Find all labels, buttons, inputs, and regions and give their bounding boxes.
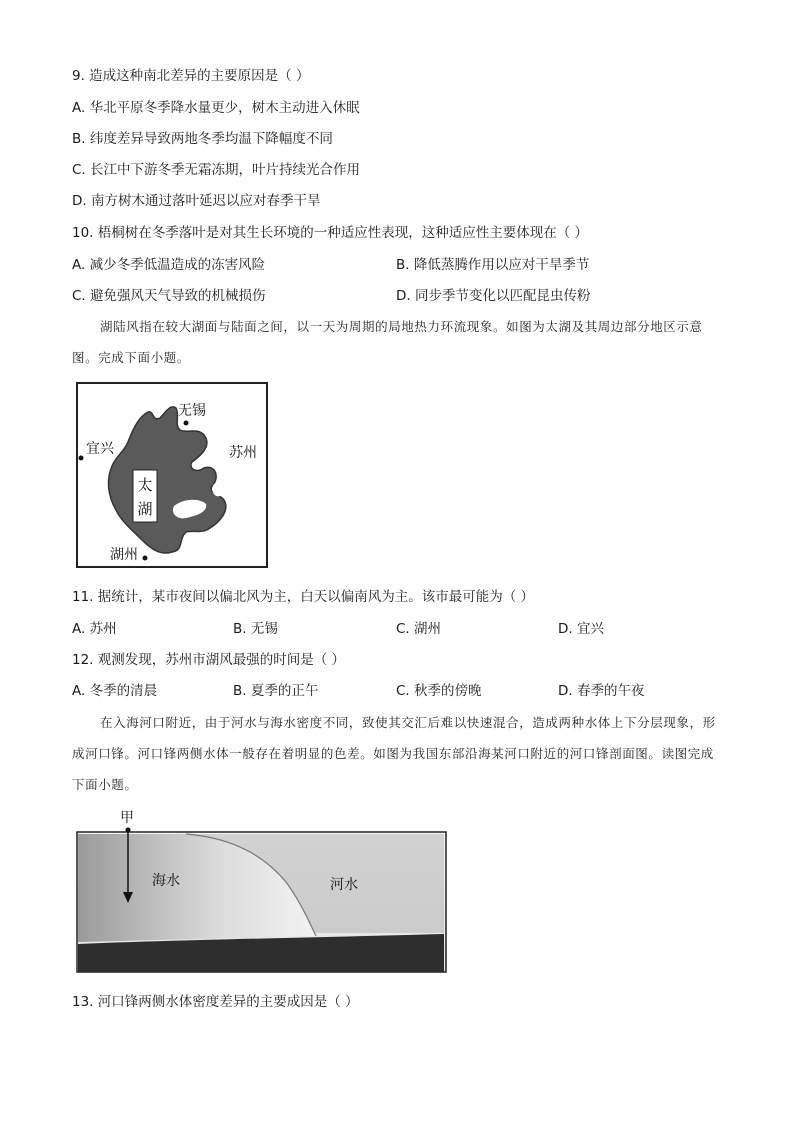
q12-stem: 12. 观测发现，苏州市湖风最强的时间是（ ） — [72, 652, 346, 668]
q9-option-c: C. 长江中下游冬季无霜冻期，叶片持续光合作用 — [72, 162, 361, 178]
q13-stem: 13. 河口锋两侧水体密度差异的主要成因是（ ） — [72, 994, 359, 1010]
dot-huzhou — [143, 556, 148, 561]
q10-stem: 10. 梧桐树在冬季落叶是对其生长环境的一种适应性表现，这种适应性主要体现在（ ） — [72, 225, 589, 241]
q12-option-a: A. 冬季的清晨 — [72, 683, 158, 699]
label-sea-water: 海水 — [152, 873, 180, 889]
q12-option-d: D. 春季的午夜 — [558, 683, 645, 699]
q10-option-b: B. 降低蒸腾作用以应对干旱季节 — [396, 257, 590, 273]
q11-option-b: B. 无锡 — [233, 621, 278, 637]
q12-option-b: B. 夏季的正午 — [233, 683, 319, 699]
estuary-front-profile — [76, 808, 448, 974]
q10-option-a: A. 减少冬季低温造成的冻害风险 — [72, 257, 266, 273]
q9-option-b: B. 纬度差异导致两地冬季均温下降幅度不同 — [72, 131, 333, 147]
label-yixing: 宜兴 — [86, 441, 114, 457]
label-suzhou: 苏州 — [229, 445, 257, 461]
label-river-water: 河水 — [330, 877, 358, 893]
dot-yixing — [79, 456, 84, 461]
passage-lake-land-breeze: 湖陆风指在较大湖面与陆面之间，以一天为周期的局地热力环流现象。如图为太湖及其周边部分地区示意图。完成下面小题。 — [72, 319, 703, 365]
q9-option-a: A. 华北平原冬季降水量更少，树木主动进入休眠 — [72, 100, 360, 116]
passage-estuary-front: 在入海河口附近，由于河水与海水密度不同，致使其交汇后难以快速混合，造成两种水体上下分层现象，形成河口锋。河口锋两侧水体一般存在着明显的色差。如图为我国东部沿海某河口附近的河口锋剖面图。读图完成下面小题。 — [72, 715, 716, 792]
q11-option-d: D. 宜兴 — [558, 621, 604, 637]
q11-stem: 11. 据统计，某市夜间以偏北风为主，白天以偏南风为主。该市最可能为（ ） — [72, 589, 535, 605]
label-jia: 甲 — [120, 810, 134, 826]
lake-label-line1: 太 — [137, 476, 153, 494]
q9-option-d: D. 南方树木通过落叶延迟以应对春季干旱 — [72, 193, 321, 209]
q12-option-c: C. 秋季的傍晚 — [396, 683, 482, 699]
q11-option-c: C. 湖州 — [396, 621, 442, 637]
dot-wuxi — [184, 421, 189, 426]
q9-stem: 9. 造成这种南北差异的主要原因是（ ） — [72, 68, 310, 84]
label-wuxi: 无锡 — [178, 403, 206, 419]
label-huzhou: 湖州 — [110, 547, 138, 563]
taihu-map-svg — [76, 382, 268, 568]
estuary-front-svg — [76, 808, 448, 974]
q10-option-c: C. 避免强风天气导致的机械损伤 — [72, 288, 266, 304]
q11-option-a: A. 苏州 — [72, 621, 117, 637]
point-jia-dot — [126, 828, 131, 833]
taihu-map — [76, 382, 268, 568]
lake-label-line2: 湖 — [137, 500, 153, 518]
q10-option-d: D. 同步季节变化以匹配昆虫传粉 — [396, 288, 591, 304]
